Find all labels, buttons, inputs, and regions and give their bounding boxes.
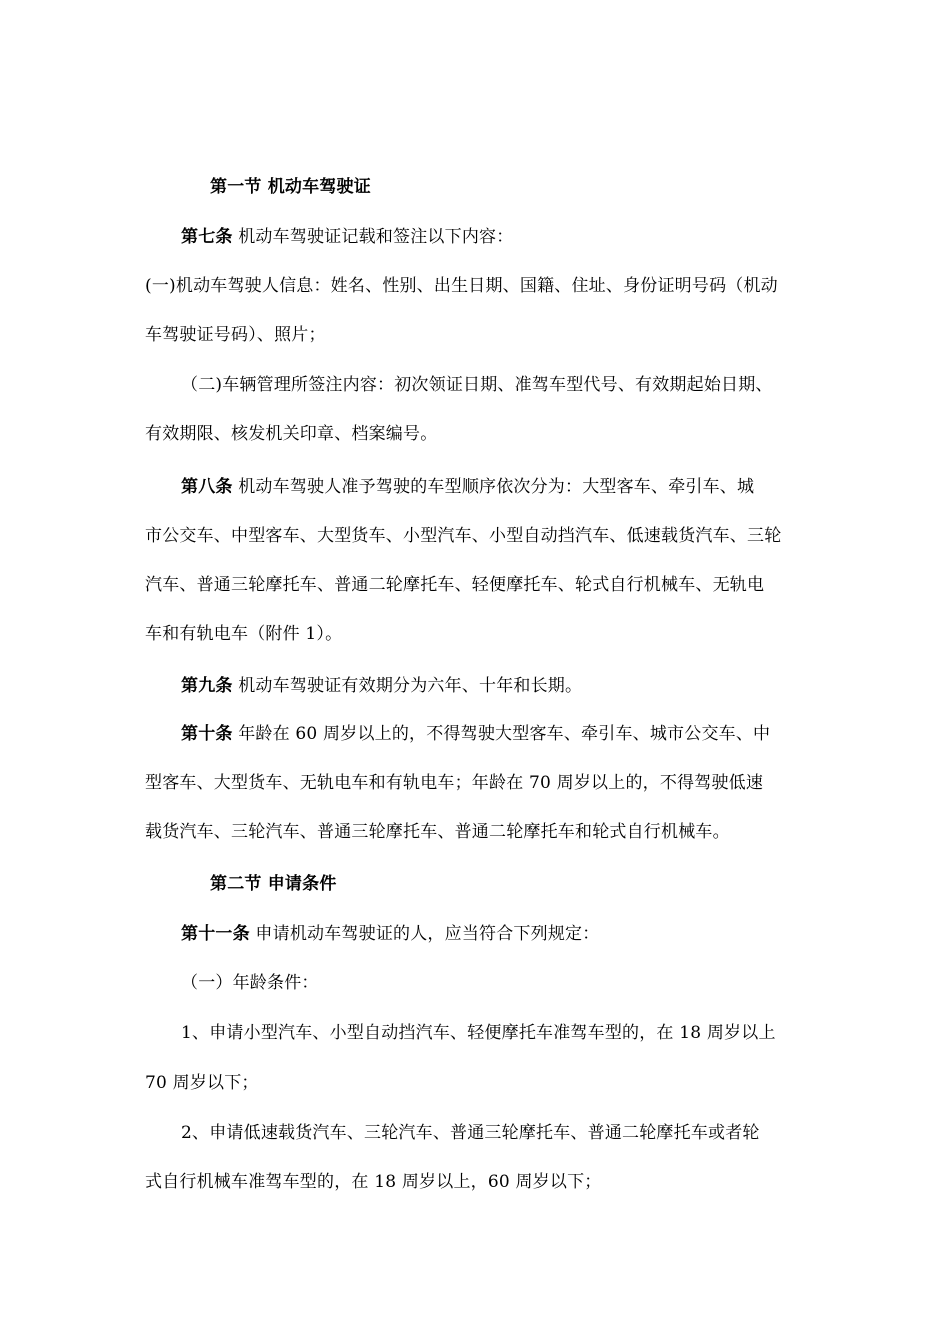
article-7-item-2-line-2: 有效期限、核发机关印章、档案编号。 — [145, 424, 438, 444]
article-11-sub-1: （一）年龄条件： — [181, 973, 319, 993]
article-11-point-1-line-2: 70 周岁以下； — [145, 1073, 259, 1093]
article-11-text: 申请机动车驾驶证的人，应当符合下列规定： — [249, 924, 600, 944]
article-7-item-1-line-2: 车驾驶证号码）、照片； — [145, 325, 326, 345]
article-9-label: 第九条 — [181, 676, 233, 696]
article-11-point-2-line-1: 2、申请低速载货汽车、三轮汽车、普通三轮摩托车、普通二轮摩托车或者轮 — [181, 1123, 760, 1143]
article-10-line-3: 载货汽车、三轮汽车、普通三轮摩托车、普通二轮摩托车和轮式自行机械车。 — [145, 822, 730, 842]
article-7-text: 机动车驾驶证记载和签注以下内容： — [232, 227, 514, 247]
article-10-line-1 — [181, 722, 851, 746]
article-7-item-2-line-1: （二)车辆管理所签注内容：初次领证日期、准驾车型代号、有效期起始日期、 — [181, 375, 773, 395]
article-11-label: 第十一条 — [181, 924, 250, 944]
section-1-heading: 第一节 机动车驾驶证 — [210, 177, 371, 197]
article-11-point-1-line-1: 1、申请小型汽车、小型自动挡汽车、轻便摩托车准驾车型的，在 18 周岁以上 — [181, 1023, 776, 1043]
article-9-line — [181, 674, 851, 698]
article-11-line — [181, 922, 851, 946]
article-10-text: 年龄在 60 周岁以上的，不得驾驶大型客车、牵引车、城市公交车、中 — [232, 724, 771, 744]
article-10-line-2: 型客车、大型货车、无轨电车和有轨电车；年龄在 70 周岁以上的，不得驾驶低速 — [145, 773, 764, 793]
article-8-line-4: 车和有轨电车（附件 1）。 — [145, 624, 343, 644]
article-9-text: 机动车驾驶证有效期分为六年、十年和长期。 — [232, 676, 583, 696]
article-8-label: 第八条 — [181, 477, 233, 497]
article-8-line-1 — [181, 475, 851, 499]
article-7-label: 第七条 — [181, 227, 233, 247]
article-10-label: 第十条 — [181, 724, 233, 744]
article-8-line-3: 汽车、普通三轮摩托车、普通二轮摩托车、轻便摩托车、轮式自行机械车、无轨电 — [145, 575, 765, 595]
article-8-text: 机动车驾驶人准予驾驶的车型顺序依次分为：大型客车、牵引车、城 — [232, 477, 755, 497]
section-2-heading: 第二节 申请条件 — [210, 874, 337, 894]
article-7-item-1-line-1: (一)机动车驾驶人信息：姓名、性别、出生日期、国籍、住址、身份证明号码（机动 — [145, 276, 778, 296]
article-8-line-2: 市公交车、中型客车、大型货车、小型汽车、小型自动挡汽车、低速载货汽车、三轮 — [145, 526, 782, 546]
article-7-line — [181, 225, 851, 249]
article-11-point-2-line-2: 式自行机械车准驾车型的，在 18 周岁以上，60 周岁以下； — [145, 1172, 602, 1192]
